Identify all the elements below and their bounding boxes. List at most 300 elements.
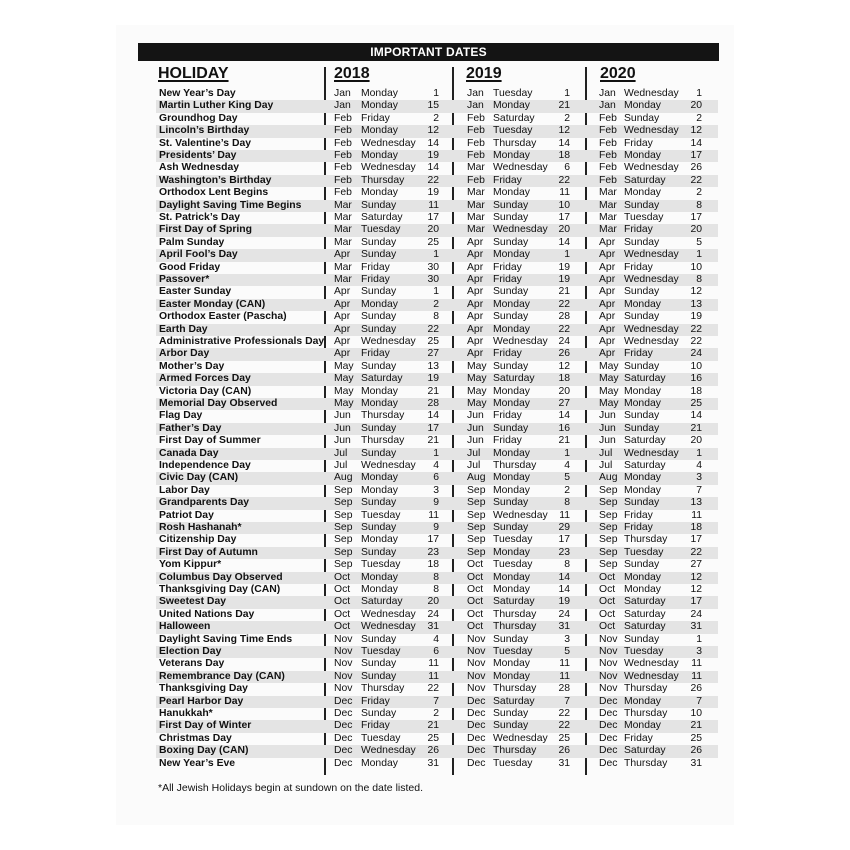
- table-row: [156, 572, 718, 584]
- month: Mar: [334, 274, 352, 285]
- month: Oct: [467, 621, 484, 633]
- day-number: 20: [690, 435, 702, 447]
- month: Apr: [599, 298, 616, 310]
- month: Sep: [599, 522, 618, 533]
- day-number: 12: [558, 125, 570, 137]
- month: Dec: [334, 708, 353, 719]
- day-number: 22: [558, 323, 570, 335]
- holiday-name: Thanksgiving Day: [159, 683, 248, 695]
- day-number: 4: [564, 460, 570, 471]
- day-number: 17: [690, 534, 702, 546]
- month: Feb: [467, 150, 485, 161]
- weekday: Tuesday: [361, 646, 401, 657]
- day-number: 8: [433, 584, 439, 595]
- day-number: 21: [427, 385, 439, 397]
- table-row: [156, 311, 718, 323]
- month: Oct: [467, 571, 484, 583]
- table-row: [156, 534, 718, 546]
- day-number: 1: [564, 88, 570, 99]
- day-number: 7: [433, 695, 439, 707]
- holiday-column-header: HOLIDAY: [158, 65, 229, 82]
- day-number: 19: [427, 373, 439, 385]
- weekday: Wednesday: [361, 137, 416, 149]
- month: Feb: [334, 125, 352, 137]
- weekday: Thursday: [493, 745, 537, 757]
- table-row: [156, 646, 718, 658]
- month: Jun: [334, 422, 351, 434]
- month: Oct: [334, 584, 351, 595]
- weekday: Thursday: [493, 621, 537, 633]
- weekday: Sunday: [624, 497, 660, 509]
- weekday: Monday: [493, 150, 530, 161]
- day-number: 19: [427, 187, 439, 199]
- table-row: [156, 596, 718, 608]
- day-number: 11: [428, 199, 439, 211]
- holiday-name: Victoria Day (CAN): [159, 385, 252, 397]
- weekday: Monday: [493, 398, 530, 409]
- day-number: 8: [696, 274, 702, 285]
- day-number: 22: [558, 298, 570, 310]
- month: Sep: [599, 546, 618, 558]
- weekday: Sunday: [624, 112, 660, 124]
- holiday-name: Independence Day: [159, 460, 251, 471]
- month: Oct: [599, 621, 616, 633]
- day-number: 21: [690, 720, 702, 732]
- holiday-name: Citizenship Day: [159, 534, 237, 546]
- month: Dec: [334, 720, 353, 732]
- weekday: Wednesday: [624, 274, 679, 285]
- month: Mar: [334, 224, 352, 236]
- weekday: Saturday: [624, 174, 666, 186]
- weekday: Tuesday: [361, 224, 401, 236]
- weekday: Friday: [493, 261, 522, 273]
- weekday: Monday: [624, 150, 661, 161]
- table-row: [156, 274, 718, 286]
- month: Feb: [467, 174, 485, 186]
- weekday: Wednesday: [624, 88, 679, 99]
- day-number: 23: [427, 546, 439, 558]
- weekday: Friday: [624, 261, 653, 273]
- day-number: 13: [427, 360, 439, 372]
- month: Nov: [334, 633, 353, 645]
- day-number: 19: [558, 261, 570, 273]
- day-number: 22: [427, 683, 439, 695]
- month: Apr: [334, 286, 351, 298]
- day-number: 25: [690, 732, 702, 744]
- weekday: Sunday: [493, 311, 529, 323]
- weekday: Thursday: [361, 683, 405, 695]
- weekday: Monday: [493, 472, 530, 484]
- day-number: 12: [690, 584, 702, 595]
- holiday-name: United Nations Day: [159, 608, 255, 620]
- month: Sep: [467, 546, 486, 558]
- month: Apr: [334, 249, 351, 261]
- day-number: 26: [558, 745, 570, 757]
- table-row: [156, 373, 718, 385]
- month: Sep: [334, 509, 353, 521]
- month: Dec: [599, 720, 618, 732]
- holiday-name: St. Patrick’s Day: [159, 212, 241, 223]
- day-number: 22: [690, 323, 702, 335]
- weekday: Sunday: [361, 522, 397, 533]
- month: Apr: [334, 298, 351, 310]
- day-number: 21: [427, 435, 439, 447]
- day-number: 31: [558, 757, 570, 769]
- month: Sep: [599, 509, 618, 521]
- day-number: 14: [558, 137, 570, 149]
- month: Feb: [599, 112, 617, 124]
- weekday: Monday: [624, 385, 661, 397]
- day-number: 27: [558, 398, 570, 409]
- holiday-name: Earth Day: [159, 323, 208, 335]
- weekday: Saturday: [624, 596, 666, 608]
- month: Aug: [599, 472, 618, 484]
- month: Jul: [334, 460, 348, 471]
- holiday-name: April Fool’s Day: [159, 249, 238, 261]
- weekday: Monday: [361, 398, 398, 409]
- weekday: Friday: [361, 261, 390, 273]
- day-number: 29: [558, 522, 570, 533]
- month: Apr: [599, 236, 616, 248]
- day-number: 19: [690, 311, 702, 323]
- month: Sep: [334, 484, 353, 496]
- day-number: 17: [427, 534, 439, 546]
- month: Apr: [599, 261, 616, 273]
- weekday: Wednesday: [493, 732, 548, 744]
- weekday: Sunday: [624, 311, 660, 323]
- table-row: [156, 398, 718, 410]
- weekday: Sunday: [361, 323, 397, 335]
- month: Dec: [599, 745, 618, 757]
- day-number: 2: [433, 708, 439, 719]
- month: Feb: [599, 150, 617, 161]
- weekday: Saturday: [624, 373, 666, 385]
- day-number: 11: [691, 670, 702, 682]
- table-row: [156, 348, 718, 360]
- day-number: 4: [696, 460, 702, 471]
- table-row: [156, 125, 718, 137]
- month: Nov: [467, 646, 486, 657]
- month: Jan: [467, 100, 484, 112]
- holiday-name: Memorial Day Observed: [159, 398, 278, 409]
- table-row: [156, 621, 718, 633]
- day-number: 26: [690, 745, 702, 757]
- weekday: Friday: [624, 509, 653, 521]
- weekday: Tuesday: [624, 546, 664, 558]
- weekday: Sunday: [361, 360, 397, 372]
- holiday-name: Flag Day: [159, 410, 203, 422]
- weekday: Saturday: [624, 745, 666, 757]
- month: Jan: [599, 100, 616, 112]
- day-number: 6: [564, 162, 570, 174]
- holiday-name: Daylight Saving Time Ends: [159, 633, 293, 645]
- day-number: 17: [427, 422, 439, 434]
- day-number: 28: [558, 311, 570, 323]
- month: Apr: [599, 286, 616, 298]
- month: May: [467, 360, 487, 372]
- month: Dec: [334, 732, 353, 744]
- day-number: 26: [427, 745, 439, 757]
- weekday: Sunday: [493, 720, 529, 732]
- table-row: [156, 559, 718, 571]
- table-row: [156, 448, 718, 460]
- day-number: 2: [696, 187, 702, 199]
- day-number: 5: [564, 472, 570, 484]
- weekday: Saturday: [624, 435, 666, 447]
- day-number: 1: [696, 633, 702, 645]
- weekday: Sunday: [624, 410, 660, 422]
- holiday-name: Columbus Day Observed: [159, 571, 283, 583]
- month: Jan: [334, 88, 351, 99]
- month: Jun: [599, 410, 616, 422]
- month: Dec: [599, 757, 618, 769]
- weekday: Sunday: [361, 633, 397, 645]
- day-number: 1: [433, 249, 439, 261]
- holiday-name: New Year’s Eve: [159, 757, 236, 769]
- weekday: Monday: [493, 658, 530, 670]
- day-number: 12: [558, 360, 570, 372]
- holiday-name: Groundhog Day: [159, 112, 238, 124]
- weekday: Sunday: [624, 199, 660, 211]
- month: Jun: [467, 422, 484, 434]
- month: Mar: [599, 224, 617, 236]
- weekday: Monday: [493, 298, 530, 310]
- weekday: Tuesday: [493, 559, 533, 571]
- weekday: Monday: [493, 546, 530, 558]
- month: Sep: [467, 484, 486, 496]
- day-number: 11: [559, 658, 570, 670]
- weekday: Thursday: [493, 137, 537, 149]
- day-number: 31: [427, 621, 439, 633]
- month: Aug: [467, 472, 486, 484]
- day-number: 8: [433, 311, 439, 323]
- day-number: 15: [427, 100, 439, 112]
- weekday: Thursday: [361, 435, 405, 447]
- weekday: Thursday: [361, 174, 405, 186]
- month: Nov: [334, 658, 353, 670]
- holiday-name: Labor Day: [159, 484, 210, 496]
- day-number: 21: [558, 100, 570, 112]
- year-2019-header: 2019: [466, 65, 502, 82]
- month: Oct: [467, 559, 484, 571]
- day-number: 28: [427, 398, 439, 409]
- weekday: Thursday: [624, 534, 668, 546]
- weekday: Tuesday: [361, 509, 401, 521]
- table-row: [156, 175, 718, 187]
- month: Jul: [467, 447, 481, 459]
- day-number: 14: [558, 584, 570, 595]
- holiday-name: Orthodox Lent Begins: [159, 187, 269, 199]
- month: Jan: [467, 88, 484, 99]
- day-number: 10: [690, 261, 702, 273]
- month: Mar: [334, 212, 352, 223]
- month: Apr: [467, 311, 484, 323]
- day-number: 4: [433, 633, 439, 645]
- weekday: Sunday: [361, 286, 397, 298]
- day-number: 8: [696, 199, 702, 211]
- month: Nov: [599, 683, 618, 695]
- weekday: Monday: [493, 100, 530, 112]
- weekday: Saturday: [493, 596, 535, 608]
- weekday: Sunday: [624, 559, 660, 571]
- holiday-name: Martin Luther King Day: [159, 100, 274, 112]
- month: Dec: [599, 695, 618, 707]
- weekday: Friday: [624, 522, 653, 533]
- month: Dec: [334, 695, 353, 707]
- day-number: 14: [427, 162, 439, 174]
- weekday: Wednesday: [493, 509, 548, 521]
- weekday: Monday: [493, 323, 530, 335]
- weekday: Monday: [361, 534, 398, 546]
- month: Mar: [599, 199, 617, 211]
- table-row: [156, 138, 718, 150]
- day-number: 19: [558, 596, 570, 608]
- day-number: 17: [427, 212, 439, 223]
- table-row: [156, 435, 718, 447]
- table-row: [156, 758, 718, 770]
- day-number: 6: [433, 472, 439, 484]
- day-number: 22: [427, 323, 439, 335]
- day-number: 14: [427, 137, 439, 149]
- table-row: [156, 708, 718, 720]
- month: Jul: [599, 447, 613, 459]
- day-number: 27: [427, 348, 439, 360]
- month: Nov: [334, 670, 353, 682]
- day-number: 5: [564, 646, 570, 657]
- weekday: Monday: [624, 187, 661, 199]
- weekday: Wednesday: [361, 608, 416, 620]
- day-number: 7: [696, 695, 702, 707]
- month: May: [334, 373, 354, 385]
- day-number: 24: [558, 608, 570, 620]
- table-row: [156, 88, 718, 100]
- weekday: Wednesday: [493, 336, 548, 347]
- table-row: [156, 237, 718, 249]
- month: Feb: [334, 150, 352, 161]
- month: Jul: [467, 460, 481, 471]
- weekday: Saturday: [624, 460, 666, 471]
- holiday-name: Good Friday: [159, 261, 221, 273]
- holiday-name: Canada Day: [159, 447, 219, 459]
- day-number: 2: [564, 484, 570, 496]
- day-number: 14: [427, 410, 439, 422]
- table-row: [156, 733, 718, 745]
- month: Dec: [467, 708, 486, 719]
- day-number: 11: [559, 509, 570, 521]
- day-number: 20: [690, 224, 702, 236]
- month: Apr: [467, 286, 484, 298]
- weekday: Monday: [361, 88, 398, 99]
- day-number: 18: [558, 150, 570, 161]
- weekday: Monday: [361, 472, 398, 484]
- day-number: 20: [558, 385, 570, 397]
- holiday-name: Veterans Day: [159, 658, 225, 670]
- weekday: Thursday: [624, 708, 668, 719]
- month: Feb: [599, 137, 617, 149]
- day-number: 21: [690, 422, 702, 434]
- weekday: Monday: [361, 584, 398, 595]
- footnote: *All Jewish Holidays begin at sundown on the date listed.: [158, 782, 423, 794]
- day-number: 14: [690, 410, 702, 422]
- day-number: 17: [690, 150, 702, 161]
- day-number: 1: [433, 447, 439, 459]
- weekday: Sunday: [624, 236, 660, 248]
- day-number: 26: [690, 162, 702, 174]
- weekday: Tuesday: [493, 646, 533, 657]
- day-number: 21: [558, 286, 570, 298]
- weekday: Sunday: [493, 236, 529, 248]
- weekday: Monday: [624, 720, 661, 732]
- weekday: Monday: [361, 100, 398, 112]
- month: Jul: [334, 447, 348, 459]
- table-row: [156, 410, 718, 422]
- holiday-name: Pearl Harbor Day: [159, 695, 244, 707]
- month: Mar: [334, 199, 352, 211]
- month: Feb: [467, 125, 485, 137]
- day-number: 1: [433, 88, 439, 99]
- weekday: Monday: [361, 298, 398, 310]
- month: Jul: [599, 460, 613, 471]
- weekday: Tuesday: [493, 125, 533, 137]
- month: Apr: [467, 298, 484, 310]
- month: Feb: [334, 162, 352, 174]
- holiday-name: Remembrance Day (CAN): [159, 670, 285, 682]
- weekday: Tuesday: [493, 534, 533, 546]
- holiday-name: Ash Wednesday: [159, 162, 240, 174]
- day-number: 11: [559, 187, 570, 199]
- weekday: Sunday: [493, 522, 529, 533]
- weekday: Sunday: [361, 497, 397, 509]
- weekday: Friday: [624, 732, 653, 744]
- day-number: 11: [428, 658, 439, 670]
- weekday: Wednesday: [493, 224, 548, 236]
- weekday: Monday: [361, 757, 398, 769]
- holiday-name: Washington’s Birthday: [159, 174, 272, 186]
- day-number: 1: [433, 286, 439, 298]
- day-number: 20: [427, 224, 439, 236]
- month: Mar: [599, 187, 617, 199]
- weekday: Sunday: [361, 670, 397, 682]
- weekday: Monday: [361, 187, 398, 199]
- table-row: [156, 113, 718, 125]
- weekday: Friday: [493, 435, 522, 447]
- day-number: 25: [427, 732, 439, 744]
- day-number: 31: [690, 621, 702, 633]
- day-number: 14: [558, 236, 570, 248]
- holiday-name: Palm Sunday: [159, 236, 225, 248]
- month: Dec: [334, 745, 353, 757]
- day-number: 14: [690, 137, 702, 149]
- day-number: 2: [564, 112, 570, 124]
- month: Feb: [467, 137, 485, 149]
- month: Apr: [599, 311, 616, 323]
- month: Sep: [334, 534, 353, 546]
- weekday: Saturday: [361, 596, 403, 608]
- month: Oct: [467, 584, 484, 595]
- day-number: 11: [691, 658, 702, 670]
- month: Mar: [467, 162, 485, 174]
- month: Apr: [467, 274, 484, 285]
- holiday-name: Daylight Saving Time Begins: [159, 199, 302, 211]
- weekday: Monday: [493, 484, 530, 496]
- day-number: 3: [433, 484, 439, 496]
- table-row: [156, 584, 718, 596]
- table-row: [156, 286, 718, 298]
- weekday: Thursday: [361, 410, 405, 422]
- weekday: Friday: [493, 410, 522, 422]
- month: Nov: [467, 633, 486, 645]
- day-number: 21: [427, 720, 439, 732]
